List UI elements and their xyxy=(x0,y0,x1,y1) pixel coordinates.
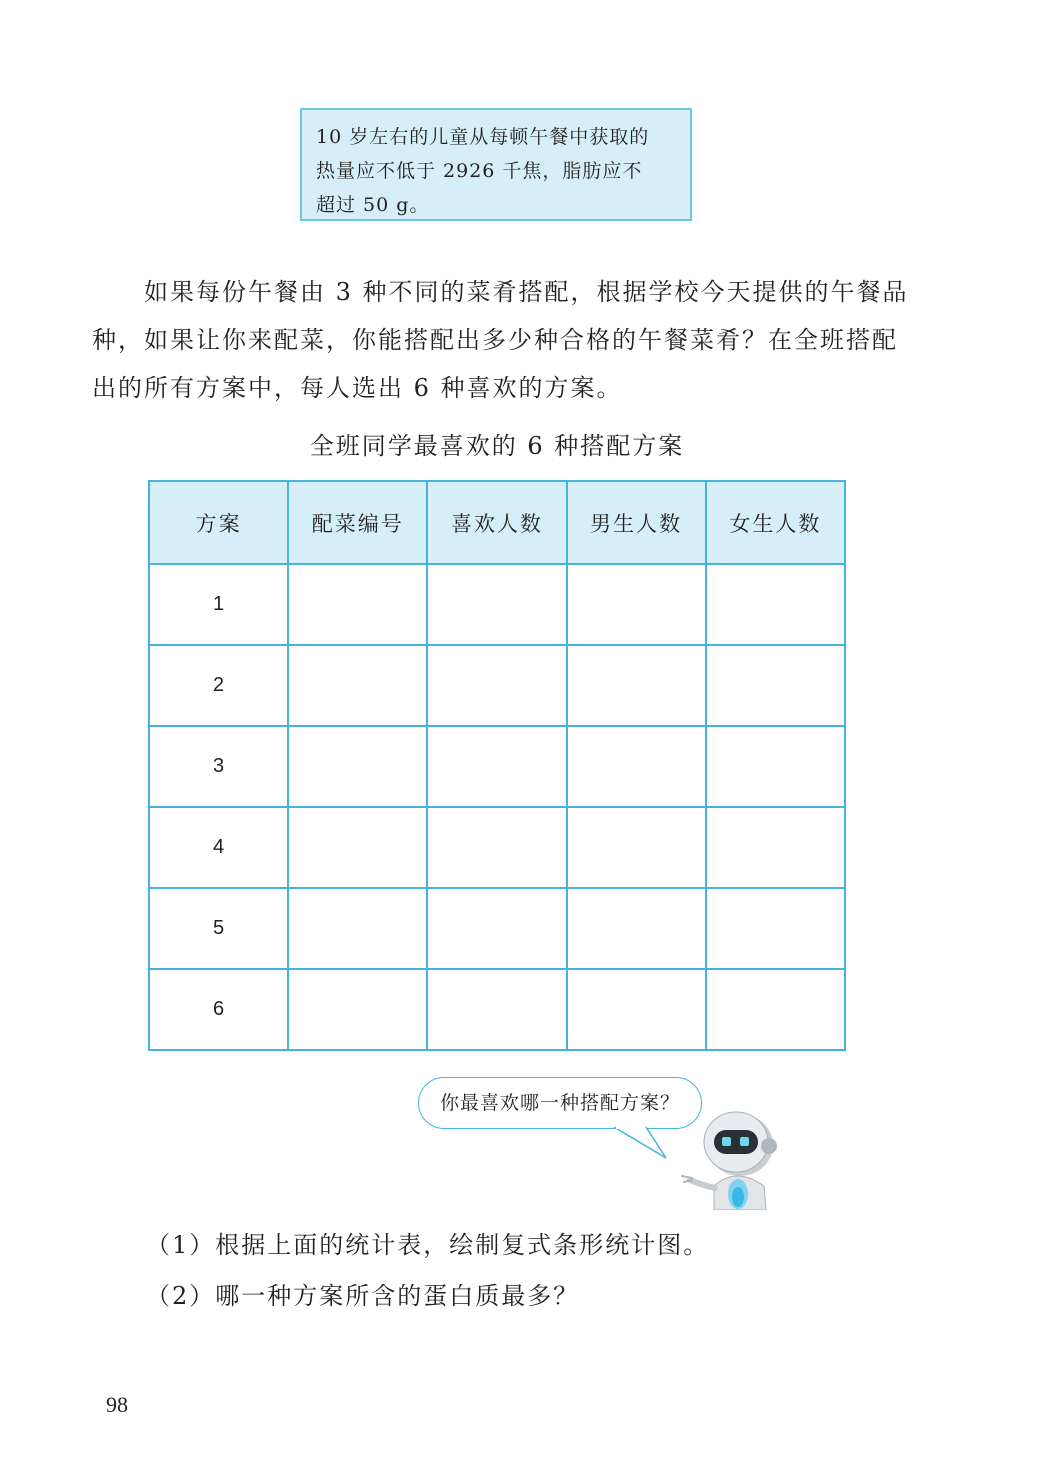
boys-count-cell xyxy=(567,645,706,726)
boys-count-cell xyxy=(567,564,706,645)
plan-table xyxy=(148,480,846,1051)
nutrition-note-box xyxy=(300,108,692,221)
dish-numbers-cell xyxy=(288,888,427,969)
dish-numbers-cell xyxy=(288,726,427,807)
speech-bubble-tail xyxy=(610,1126,670,1160)
likes-count-cell xyxy=(427,726,566,807)
table-row xyxy=(149,564,845,645)
likes-count-cell xyxy=(427,888,566,969)
table-header-row xyxy=(149,481,845,564)
boys-count-cell xyxy=(567,726,706,807)
header-girls-count: 女生人数 xyxy=(706,481,845,564)
girls-count-cell xyxy=(706,969,845,1050)
plan-number-cell: 2 xyxy=(149,645,288,726)
plan-number-cell: 6 xyxy=(149,969,288,1050)
table-title: 全班同学最喜欢的 6 种搭配方案 xyxy=(309,432,685,460)
header-dish-numbers: 配菜编号 xyxy=(288,481,427,564)
dish-numbers-cell xyxy=(288,645,427,726)
table-row xyxy=(149,807,845,888)
dish-numbers-cell xyxy=(288,807,427,888)
girls-count-cell xyxy=(706,807,845,888)
table-row xyxy=(149,969,845,1050)
header-likes-count: 喜欢人数 xyxy=(427,481,566,564)
speech-bubble: 你最喜欢哪一种搭配方案？ xyxy=(418,1077,702,1129)
header-boys-count: 男生人数 xyxy=(567,481,706,564)
likes-count-cell xyxy=(427,645,566,726)
table-row xyxy=(149,888,845,969)
dish-numbers-cell xyxy=(288,564,427,645)
girls-count-cell xyxy=(706,888,845,969)
boys-count-cell xyxy=(567,807,706,888)
page-number: 98 xyxy=(106,1392,128,1417)
table-row xyxy=(149,645,845,726)
robot-mascot-icon xyxy=(678,1100,778,1210)
plan-number-cell: 1 xyxy=(149,564,288,645)
likes-count-cell xyxy=(427,969,566,1050)
likes-count-cell xyxy=(427,564,566,645)
girls-count-cell xyxy=(706,645,845,726)
girls-count-cell xyxy=(706,564,845,645)
question-1: （1）根据上面的统计表，绘制复式条形统计图。 xyxy=(146,1231,710,1259)
boys-count-cell xyxy=(567,888,706,969)
plan-number-cell: 5 xyxy=(149,888,288,969)
question-2: （2）哪一种方案所含的蛋白质最多？ xyxy=(146,1282,580,1310)
plan-number-cell: 3 xyxy=(149,726,288,807)
girls-count-cell xyxy=(706,726,845,807)
table-row xyxy=(149,726,845,807)
note-line-3: 超过 50 g。 xyxy=(316,194,430,216)
header-plan: 方案 xyxy=(149,481,288,564)
likes-count-cell xyxy=(427,807,566,888)
dish-numbers-cell xyxy=(288,969,427,1050)
note-line-2: 热量应不低于 2926 千焦，脂肪应不 xyxy=(316,160,643,182)
boys-count-cell xyxy=(567,969,706,1050)
problem-paragraph: 如果每份午餐由 3 种不同的菜肴搭配，根据学校今天提供的午餐品种，如果让你来配菜，你能搭配出多少种合格的午餐菜肴？在全班搭配出的所有方案中，每人选出 6 种喜欢的方案。 xyxy=(92,278,909,402)
plan-number-cell: 4 xyxy=(149,807,288,888)
note-line-1: 10 岁左右的儿童从每顿午餐中获取的 xyxy=(316,126,650,148)
